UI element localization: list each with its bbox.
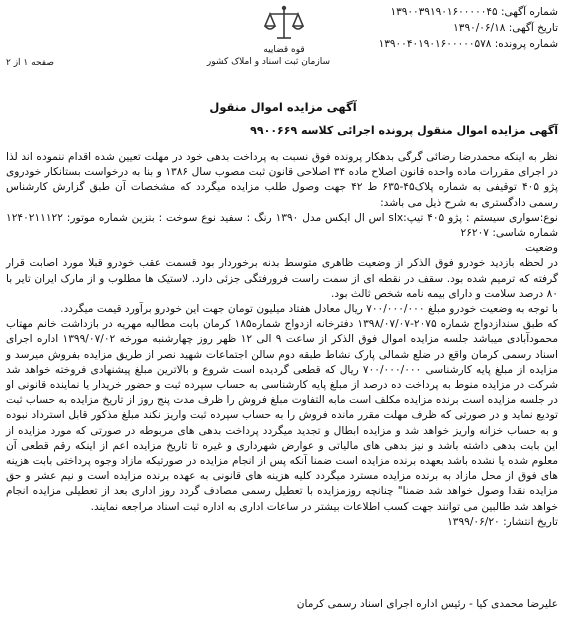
- paragraph: که طبق سندازدواج شماره ۲۰۷۵-۱۳۹۸/۰۷/۰۷ دفترخانه ازدواج شماره۱۸۵ کرمان بابت مطالبه مهریه در بازداشت خانم مهتاب محمودآبادی میباشد جلسه مزایده اموال فوق الذکر از ساعت ۹ الی ۱۲ ظهر روز چهارشنبه مورخه ۱۳۹۹/۰۷/۰۲ اداره اجرای اسناد رسمی کرمان واقع در ضلع شمالی پارک نشاط طبقه دوم سالن اجتماعات شهید نصر از طریق مزایده بفروش میرسد و مزایده از مبلغ پایه کارشناسی ۷۰۰/۰۰۰/۰۰۰ ریال که قطعی گردیده است شروع و بالاترین مبلغ پیشنهادی فروخته خواهد شد شرکت در مزایده منوط به پرداخت ده درصد از مبلغ پایه کارشناسی به حساب سپرده ثبت و حضور خریدار یا نماینده قانونی او در جلسه مزایده است برنده مزایده مکلف است مابه التفاوت مبلغ فروش را ظرف مدت پنج روز از تاریخ مزایده به حساب ثبت تودیع نماید و در صورتی که ظرف مهلت مقرر مانده فروش را به حساب سپرده ثبت واریز نکند مبلغ مذکور قابل استرداد نبوده و به حساب خزانه واریز خواهد شد و مزایده ابطال و تجدید میگردد پرداخت بدهی های مربوطه در صورتی که مورد مزایده از این بابت بدهی داشته باشد و نیز بدهی های مالیاتی و عوارض شهرداری و غیره تا تاریخ مزایده اعم از اینکه رقم قطعی آن معلوم شده یا نشده باشد بعهده برنده مزایده است ضمنا آنکه پس از انجام مزایده در صورتیکه مازاد وجوه پرداختی بابت هزینه های فوق از محل مازاد به برنده مزایده مسترد میگردد کلیه هزینه های قانونی به عهده برنده مزایده است و نیم عشر و حق مزایده نقدا وصول خواهد شد ضمنا" چنانچه روزمزایده با تعطیل رسمی مصادف گردد روز اداری بعد از تعطیلی مزایده انجام خواهد شد طالبین می توانند جهت کسب اطلاعات بیشتر در ساعات اداری به اداره ثبت اسناد مراجعه نمایند.: [6, 318, 559, 513]
- publish-date: تاریخ انتشار: ۱۳۹۹/۰۶/۲۰: [447, 515, 558, 528]
- page-title: آگهی مزایده اموال منقول: [209, 100, 357, 114]
- notice-number: شماره آگهی: ۱۳۹۰۰۳۹۱۹۰۱۶۰۰۰۰۰۴۵: [390, 6, 558, 18]
- judiciary-emblem: [206, 4, 330, 68]
- notice-date: تاریخ آگهی: ۱۳۹۰/۰۶/۱۸: [453, 22, 558, 34]
- org-line-2: سازمان ثبت اسناد و املاک کشور: [206, 57, 330, 67]
- org-line-1: قوه قضاییه: [263, 45, 305, 55]
- notice-meta: [358, 4, 558, 52]
- paragraph: وضعیت: [525, 242, 558, 255]
- paragraph: با توجه به وضعیت خودرو مبلغ ۷۰۰/۰۰۰/۰۰۰ ریال معادل هفتاد میلیون تومان جهت این خودرو برآورد قیمت میگردد.: [60, 303, 558, 316]
- judiciary-scales-icon: [238, 4, 330, 44]
- signature-line: علیرضا محمدی کیا - رئیس اداره اجرای اسناد رسمی کرمان: [296, 598, 558, 610]
- paragraph: در لحظه بازدید خودرو فوق الذکر از وضعیت ظاهری متوسط بدنه برخوردار بود قسمت عقب خودرو قبلا مورد اصابت قرار گرفته که ترمیم شده بود. سقف در نقطه ای از سمت راست فرورفتگی جزئی دارد. لاستیک ها مطلوب و از مارک ایران تایر با ۸۰ درصد سلامت و دارای بیمه نامه شخص ثالث بود.: [6, 257, 558, 300]
- page-indicator: صفحه ۱ از ۲: [6, 58, 54, 68]
- paragraph: نظر به اینکه محمدرضا رضائی گرگی بدهکار پرونده فوق نسبت به پرداخت بدهی خود در مهلت تعیین شده اقدام ننموده اند لذا در اجرای مقررات ماده واحده قانون اصلاح ماده ۳۴ اصلاحی قانون ثبت مصوب سال ۱۳۸۶ و بنا به درخواست بستانکار خودروی پژو ۴۰۵ توقیفی به شماره پلاک۴۵-۶۳۵ ط ۴۲ جهت وصول طلب مزایده میگردد که مشخصات آن طبق گزارش کارشناس رسمی دادگستری به شرح ذیل می باشد:: [6, 151, 558, 209]
- case-number: شماره پرونده: ۱۳۹۰۰۴۰۱۹۰۱۶۰۰۰۰۰۵۷۸: [378, 38, 558, 50]
- notice-body: [6, 150, 558, 530]
- paragraph: نوع:سواری سیستم : پژو ۴۰۵ تیپ:slx اس ال ایکس مدل ۱۳۹۰ رنگ : سفید نوع سوخت : بنزین شماره موتور: ۱۲۴۰۲۱۱۱۲۲ شماره شاسی: ۲۶۲۰۷: [6, 211, 559, 240]
- page-subtitle: آگهی مزایده اموال منقول پرونده اجرائی کلاسه ۹۹۰۰۶۶۹: [250, 124, 558, 137]
